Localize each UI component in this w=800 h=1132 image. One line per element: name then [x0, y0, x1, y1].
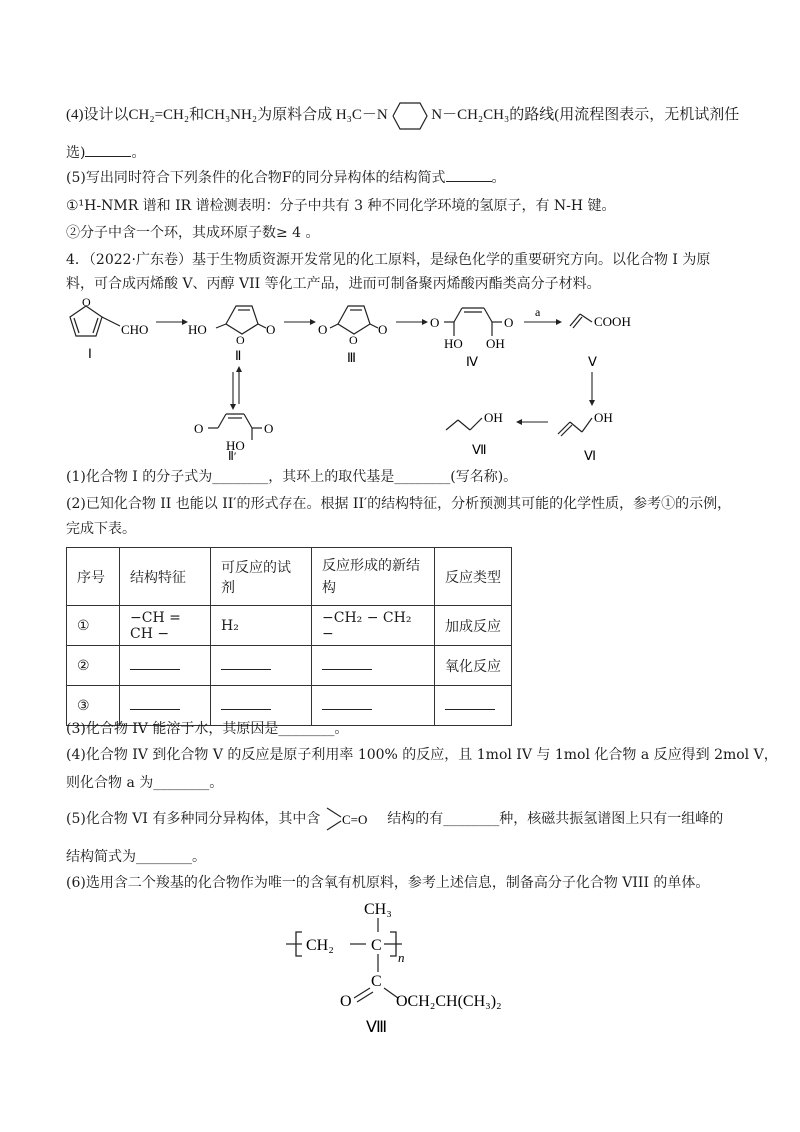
ch3-label: CH₃	[364, 901, 392, 918]
answer-blank[interactable]	[221, 697, 271, 710]
bond-double	[357, 992, 373, 1002]
q4-target-right: N－CH₂CH₃	[431, 107, 510, 123]
sub-q6: (6)选用含二个羧基的化合物作为唯一的含氧有机原料，参考上述信息，制备高分子化合物 VIII 的单体。	[66, 875, 710, 891]
table-cell	[211, 646, 312, 686]
q4-end: 。	[131, 145, 146, 161]
sub-q5-part1: (5)化合物 VI 有多种同分异构体，其中含	[66, 811, 321, 827]
table-cell: −CH = CH −	[120, 606, 211, 646]
table-cell: ③	[67, 686, 120, 726]
q4-line2-text: 选)	[66, 145, 86, 161]
ch2-label: CH₂	[306, 937, 334, 954]
oh-label-VII: OH	[484, 410, 503, 425]
label-V: Ⅴ	[588, 354, 597, 369]
answer-blank[interactable]	[85, 142, 131, 157]
cooh-label: COOH	[594, 314, 631, 329]
table-header-row	[67, 548, 512, 606]
ring-o: O	[236, 333, 245, 347]
carbonyl-o: O	[264, 421, 274, 436]
label-II: Ⅱ	[235, 348, 242, 363]
arrow-head	[310, 319, 316, 325]
sub-q5-line2: 结构简式为________。	[66, 849, 206, 865]
compound-VII	[446, 418, 482, 430]
header-cell	[312, 548, 435, 606]
label-VIII: Ⅷ	[366, 1019, 388, 1036]
sub-q5-part2: 结构的有________种，核磁共振氢谱图上只有一组峰的	[387, 811, 724, 827]
q5-text: (5)写出同时符合下列条件的化合物F的同分异构体的结构简式	[66, 170, 446, 186]
label-VII: Ⅶ	[472, 442, 487, 457]
q4-suffix: 的路线(用流程图表示，无机试剂任	[509, 107, 740, 123]
ho-label-IV: HO	[444, 336, 463, 351]
answer-blank[interactable]	[130, 657, 180, 670]
compound-VI	[558, 418, 592, 436]
ester-label: OCH₂CH(CH₃)₂	[396, 993, 502, 1010]
arrow-head	[589, 400, 595, 406]
ring-o: O	[349, 333, 358, 347]
bond-double	[354, 988, 370, 998]
ho-label-IIp: HO	[226, 438, 245, 453]
label-VI: Ⅵ	[584, 448, 596, 462]
carbonyl-text: C=O	[341, 812, 368, 827]
header-cell: 可反应的试剂	[211, 548, 312, 606]
q4-target-left: H₃C－N	[335, 107, 388, 123]
problem4-line1: 4．（2022·广东卷）基于生物质资源开发常见的化工原料，是绿色化学的重要研究方向。以化合物 I 为原	[66, 252, 711, 268]
header-text: 反应形成的新结	[322, 557, 420, 574]
table-cell: 加成反应	[435, 606, 512, 646]
q5-end: 。	[491, 170, 506, 186]
c-label: C	[371, 937, 382, 954]
compound-V	[570, 314, 592, 328]
table-row	[67, 646, 512, 686]
arrow-head	[516, 419, 522, 425]
q4-reactant-methylamine: CH₃NH₂	[204, 107, 258, 123]
q4-line2	[66, 142, 145, 164]
carbonyl-o: O	[266, 322, 276, 337]
carbonyl-o-left: O	[430, 315, 440, 330]
q5-condition-2: ②分子中含一个环，其成环原子数≥ 4 。	[66, 225, 320, 241]
reaction-scheme	[0, 292, 800, 462]
compound-II	[216, 306, 266, 334]
oh-label-VI: OH	[594, 410, 613, 425]
sub-q3: (3)化合物 IV 能溶于水，其原因是________。	[66, 721, 349, 737]
arrow-head	[556, 319, 562, 325]
ho-label: HO	[188, 322, 207, 337]
cho-label: CHO	[121, 322, 149, 337]
ester-c-label: C	[371, 973, 382, 990]
sub-q1: (1)化合物 I 的分子式为________，其环上的取代基是________(写名称)。	[66, 469, 518, 485]
arrow-head	[230, 404, 236, 410]
label-I: Ⅰ	[88, 346, 92, 361]
table-cell	[312, 646, 435, 686]
carbonyl-o-right: O	[504, 315, 514, 330]
oh-label-IV: OH	[486, 336, 505, 351]
carbonyl-o-left: O	[318, 322, 328, 337]
table-row	[67, 606, 512, 646]
q5-isomer-line	[66, 167, 506, 189]
sub-q2-line1: (2)已知化合物 II 也能以 II′的形式存在。根据 II′的结构特征，分析预测其可能的化学性质，参考①的示例，	[66, 496, 732, 512]
sub-q2-line2: 完成下表。	[66, 521, 136, 537]
header-cell: 结构特征	[120, 548, 211, 606]
q4-mid: 为原料合成	[257, 107, 333, 123]
q5-condition-1: ①¹H-NMR 谱和 IR 谱检测表明：分子中共有 3 种不同化学环境的氢原子，有 N-H 键。	[66, 198, 616, 214]
header-cell: 序号	[67, 548, 120, 606]
sub-q4-line2: 则化合物 a 为________。	[66, 775, 224, 791]
properties-table	[66, 547, 512, 726]
q4-prefix: (4)设计以	[66, 107, 129, 123]
problem4-line2: 料，可合成丙烯酸 V、丙醇 VII 等化工产品，进而可制备聚丙烯酸丙酯类高分子材料。	[66, 276, 601, 292]
answer-blank[interactable]	[446, 167, 492, 182]
compound-II-prime	[208, 414, 262, 440]
compound-III	[330, 306, 378, 334]
table-cell: H₂	[211, 606, 312, 646]
arrow-head	[236, 366, 242, 372]
arrow-head	[422, 319, 428, 325]
answer-blank[interactable]	[130, 697, 180, 710]
q4-and: 和	[189, 107, 205, 123]
sub-q4-line1: (4)化合物 IV 到化合物 V 的反应是原子利用率 100% 的反应，且 1mol IV 与 1mol 化合物 a 反应得到 2mol V，	[66, 747, 778, 763]
table-cell: 氧化反应	[435, 646, 512, 686]
answer-blank[interactable]	[221, 657, 271, 670]
q4-reactant-ethylene: CH₂=CH₂	[128, 107, 190, 123]
label-II-prime: Ⅱ′	[228, 449, 237, 462]
answer-blank[interactable]	[445, 697, 495, 710]
table-cell: −CH₂ − CH₂ −	[312, 606, 435, 646]
carbonyl-group-structure	[325, 804, 383, 834]
carbonyl-o-label: O	[340, 993, 352, 1010]
table-cell	[435, 686, 512, 726]
label-IV: Ⅳ	[466, 354, 478, 369]
piperazine-ring	[390, 99, 430, 133]
table-cell: ①	[67, 606, 120, 646]
reagent-a: a	[535, 305, 541, 319]
q4-design-line	[66, 104, 739, 126]
compound-IV	[444, 308, 502, 336]
carbonyl-o-right: O	[378, 322, 388, 337]
polymer-VIII	[280, 892, 580, 1042]
n-label: n	[398, 950, 405, 965]
label-III: Ⅲ	[347, 350, 356, 365]
table-cell: ②	[67, 646, 120, 686]
answer-blank[interactable]	[322, 697, 372, 710]
equilibrium-arrows	[233, 372, 239, 404]
aldehyde-o: O	[194, 421, 204, 436]
furan-o: O	[82, 295, 91, 309]
header-cell: 反应类型	[435, 548, 512, 606]
answer-blank[interactable]	[322, 657, 372, 670]
compound-I	[70, 306, 120, 336]
sub-q5-line1	[66, 808, 723, 830]
header-text-cont: 构	[322, 579, 336, 596]
table-cell	[120, 646, 211, 686]
